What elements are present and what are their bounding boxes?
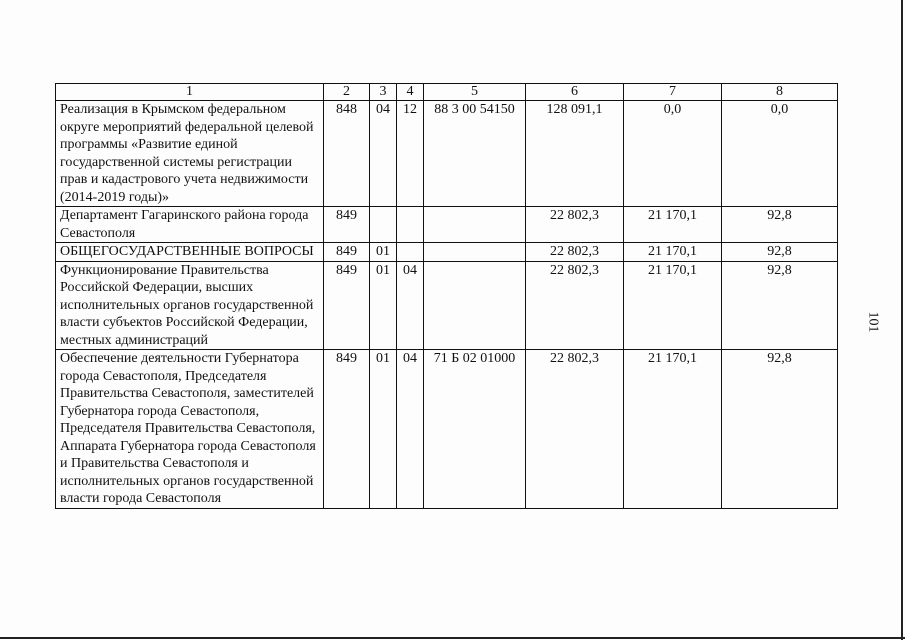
percent-cell: 92,8 <box>722 261 838 350</box>
target-article-cell <box>424 261 526 350</box>
subsection-code-cell <box>397 207 424 243</box>
row-name-cell: Обеспечение деятельности Губернатора города Севастополя, Председателя Правительства Севастополя, заместителей Губернатора города Севастополя, Председателя Правительства Севастополя, Аппарата Губернатора города Севастополя и Правительства Севастополя и исполнительных органов государственной власти города Севастополя <box>56 350 324 509</box>
row-name-cell: Реализация в Крымском федеральном округе мероприятий федеральной целевой программы «Развитие единой государственной системы регистрации прав и кадастрового учета недвижимости (2014-2019 годы)» <box>56 101 324 207</box>
table-row <box>56 207 838 243</box>
section-code-cell: 01 <box>370 243 397 262</box>
row-name-cell: Функционирование Правительства Российской Федерации, высших исполнительных органов государственной власти субъектов Российской Федерации, местных администраций <box>56 261 324 350</box>
page-number: 101 <box>865 311 881 333</box>
table-row <box>56 101 838 207</box>
column-header: 7 <box>624 84 722 101</box>
subsection-code-cell: 04 <box>397 350 424 509</box>
column-header: 8 <box>722 84 838 101</box>
section-code-cell: 01 <box>370 350 397 509</box>
subsection-code-cell <box>397 243 424 262</box>
subsection-code-cell: 12 <box>397 101 424 207</box>
percent-cell: 92,8 <box>722 350 838 509</box>
table-row <box>56 261 838 350</box>
table-row <box>56 243 838 262</box>
table-row <box>56 350 838 509</box>
target-article-cell <box>424 243 526 262</box>
ministry-code-cell: 849 <box>324 350 370 509</box>
ministry-code-cell: 849 <box>324 243 370 262</box>
target-article-cell: 71 Б 02 01000 <box>424 350 526 509</box>
target-article-cell <box>424 207 526 243</box>
column-header: 3 <box>370 84 397 101</box>
actual-amount-cell: 0,0 <box>624 101 722 207</box>
section-code-cell: 04 <box>370 101 397 207</box>
column-header: 4 <box>397 84 424 101</box>
row-name-cell: Департамент Гагаринского района города Севастополя <box>56 207 324 243</box>
actual-amount-cell: 21 170,1 <box>624 350 722 509</box>
budget-table <box>55 83 838 509</box>
ministry-code-cell: 849 <box>324 261 370 350</box>
percent-cell: 92,8 <box>722 207 838 243</box>
percent-cell: 0,0 <box>722 101 838 207</box>
row-name-cell: ОБЩЕГОСУДАРСТВЕННЫЕ ВОПРОСЫ <box>56 243 324 262</box>
ministry-code-cell: 849 <box>324 207 370 243</box>
planned-amount-cell: 128 091,1 <box>526 101 624 207</box>
subsection-code-cell: 04 <box>397 261 424 350</box>
planned-amount-cell: 22 802,3 <box>526 261 624 350</box>
scan-edge-right <box>901 0 903 640</box>
table-header-row <box>56 84 838 101</box>
actual-amount-cell: 21 170,1 <box>624 207 722 243</box>
planned-amount-cell: 22 802,3 <box>526 350 624 509</box>
target-article-cell: 88 3 00 54150 <box>424 101 526 207</box>
section-code-cell: 01 <box>370 261 397 350</box>
planned-amount-cell: 22 802,3 <box>526 207 624 243</box>
actual-amount-cell: 21 170,1 <box>624 261 722 350</box>
planned-amount-cell: 22 802,3 <box>526 243 624 262</box>
ministry-code-cell: 848 <box>324 101 370 207</box>
column-header: 1 <box>56 84 324 101</box>
column-header: 6 <box>526 84 624 101</box>
actual-amount-cell: 21 170,1 <box>624 243 722 262</box>
column-header: 2 <box>324 84 370 101</box>
column-header: 5 <box>424 84 526 101</box>
section-code-cell <box>370 207 397 243</box>
scan-edge-bottom <box>0 637 905 639</box>
percent-cell: 92,8 <box>722 243 838 262</box>
